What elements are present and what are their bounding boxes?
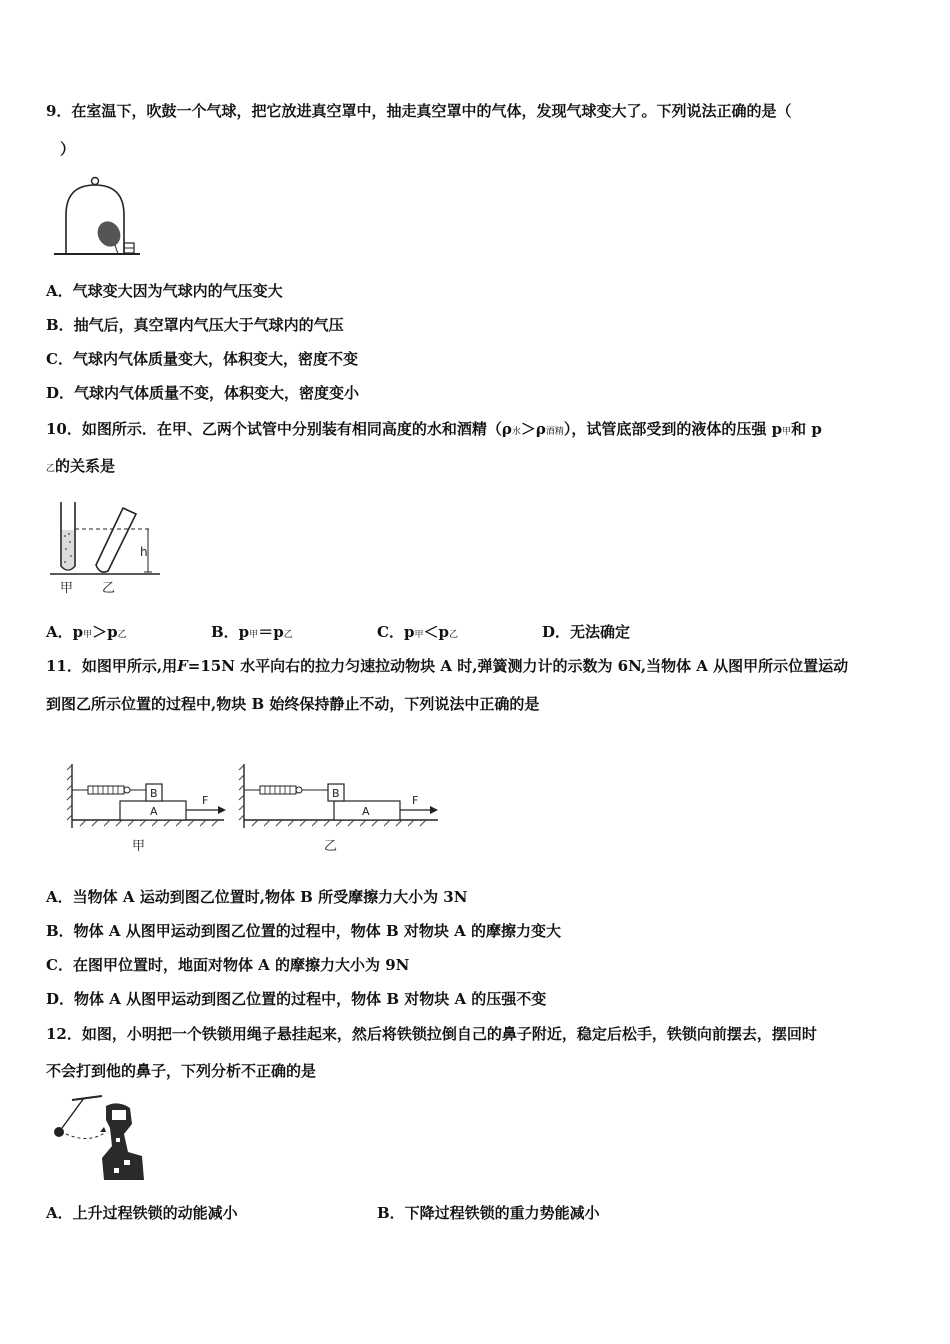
q9-option-a: A．气球变大因为气球内的气压变大 <box>46 282 283 300</box>
q10-option-c: C．p甲＜p乙 <box>377 623 458 641</box>
q11-yi-block-a: A <box>362 805 370 818</box>
q10-test-tubes-figure <box>48 496 168 600</box>
q11-option-a: A．当物体 A 运动到图乙位置时,物体 B 所受摩擦力大小为 3N <box>46 888 468 906</box>
q12-stem-line2: 不会打到他的鼻子，下列分析不正确的是 <box>46 1062 317 1080</box>
q10-option-a: A．p甲＞p乙 <box>46 623 127 641</box>
q10-stem-line1: 10．如图所示．在甲、乙两个试管中分别装有相同高度的水和酒精（ρ水＞ρ酒精），试管底部受到的液体的压强 p甲和 p <box>46 420 822 438</box>
q11-jia-block-b: B <box>150 787 158 800</box>
q9-option-c: C．气球内气体质量变大，体积变大，密度不变 <box>46 350 358 368</box>
q10-label-yi: 乙 <box>102 581 116 596</box>
q12-stem-line1: 12．如图，小明把一个铁锁用绳子悬挂起来，然后将铁锁拉倒自己的鼻子附近，稳定后松手，铁锁向前摆去，摆回时 <box>46 1025 817 1043</box>
q10-stem-line2: 乙的关系是 <box>46 457 116 475</box>
q10-option-d: D．无法确定 <box>542 623 631 641</box>
q11-stem-line1: 11．如图甲所示,用F=15N 水平向右的拉力匀速拉动物块 A 时,弹簧测力计的示数为 6N,当物体 A 从图甲所示位置运动 <box>46 657 849 675</box>
q9-option-b: B．抽气后，真空罩内气压大于气球内的气压 <box>46 316 344 334</box>
q11-jia-block-a: A <box>150 805 158 818</box>
q10-label-jia: 甲 <box>60 581 74 596</box>
q9-stem: 9．在室温下，吹鼓一个气球，把它放进真空罩中，抽走真空罩中的气体，发现气球变大了。下列说法正确的是（ <box>46 102 792 120</box>
q11-option-d: D．物体 A 从图甲运动到图乙位置的过程中，物体 B 对物块 A 的压强不变 <box>46 990 547 1008</box>
q11-yi-block-b: B <box>332 787 340 800</box>
q11-spring-scale-figure <box>66 762 446 858</box>
q11-option-c: C．在图甲位置时，地面对物体 A 的摩擦力大小为 9N <box>46 956 410 974</box>
q9-stem-end: ） <box>60 140 76 158</box>
q12-option-a: A．上升过程铁锁的动能减小 <box>46 1204 238 1222</box>
q10-height-label: h <box>140 545 148 559</box>
q12-option-b: B．下降过程铁锁的重力势能减小 <box>377 1204 600 1222</box>
q10-option-b: B．p甲＝p乙 <box>211 623 293 641</box>
q11-jia-force-f: F <box>202 794 209 807</box>
q12-pendulum-lock-figure <box>44 1094 152 1182</box>
q11-option-b: B．物体 A 从图甲运动到图乙位置的过程中，物体 B 对物块 A 的摩擦力变大 <box>46 922 561 940</box>
q11-label-jia: 甲 <box>132 839 146 854</box>
q11-stem-line2: 到图乙所示位置的过程中,物块 B 始终保持静止不动，下列说法中正确的是 <box>46 695 540 713</box>
q11-yi-force-f: F <box>412 794 419 807</box>
q9-option-d: D．气球内气体质量不变，体积变大，密度变小 <box>46 384 360 402</box>
q9-bell-jar-figure <box>52 175 144 259</box>
q11-label-yi: 乙 <box>324 839 338 854</box>
